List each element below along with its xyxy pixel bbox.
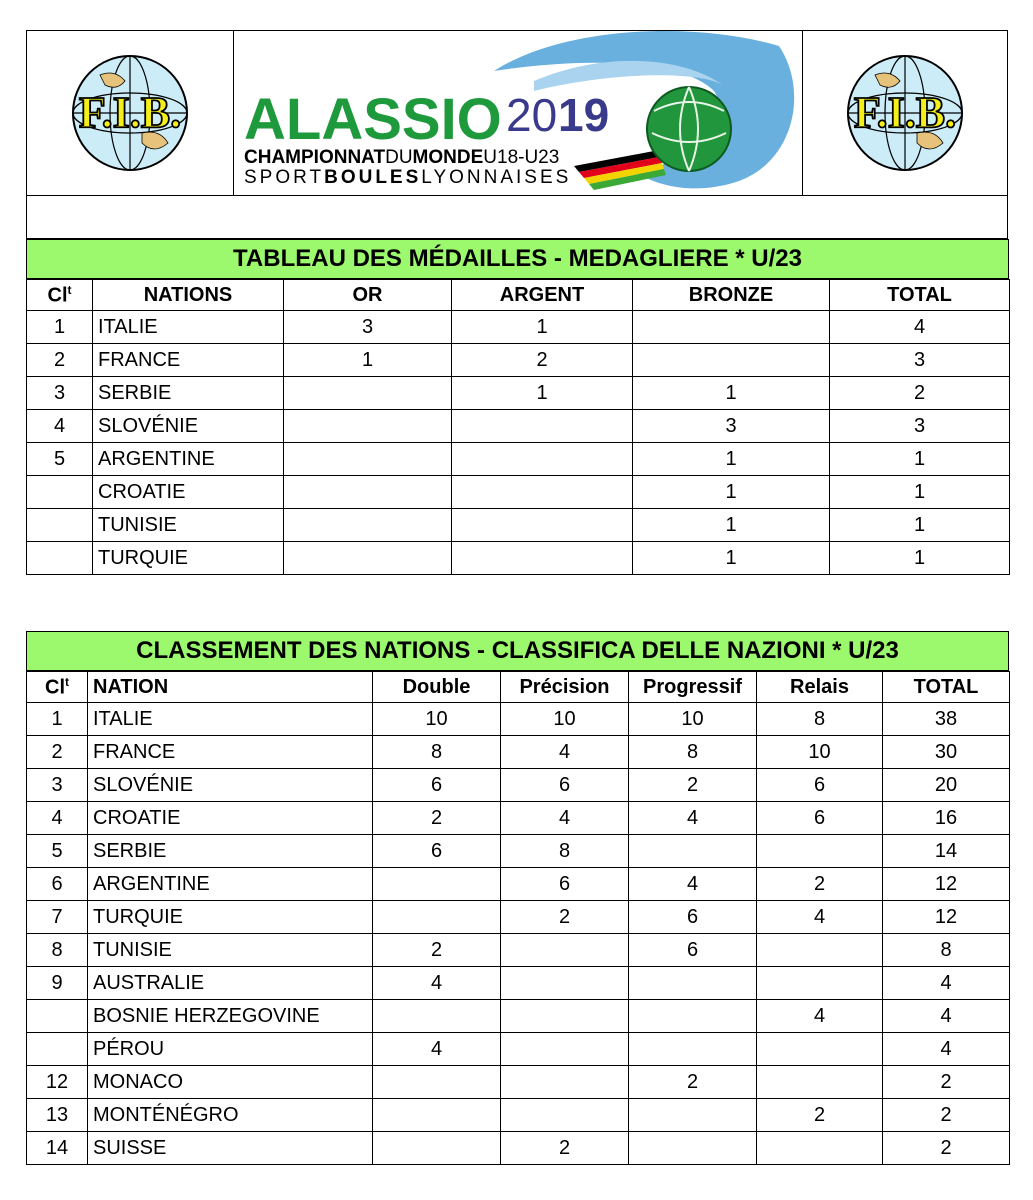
- gold-cell: [284, 410, 452, 443]
- rank-cell: 14: [27, 1132, 88, 1165]
- total-cell: 4: [883, 1000, 1010, 1033]
- total-cell: 3: [830, 410, 1010, 443]
- fib-logo-left: [27, 31, 234, 195]
- nation-cell: ITALIE: [93, 311, 284, 344]
- nation-cell: CROATIE: [88, 802, 373, 835]
- table-row: [27, 901, 1010, 934]
- nation-header: NATIONS: [93, 280, 284, 311]
- progressif-cell: [629, 1033, 757, 1066]
- double-cell: 4: [373, 1033, 501, 1066]
- precision-cell: [501, 1033, 629, 1066]
- svg-text:ALASSIO: ALASSIO: [244, 87, 502, 152]
- total-cell: 1: [830, 509, 1010, 542]
- rank-cell: 7: [27, 901, 88, 934]
- progressif-cell: 2: [629, 769, 757, 802]
- fib-globe-icon: [805, 53, 1005, 173]
- total-cell: 4: [883, 1033, 1010, 1066]
- nation-cell: ITALIE: [88, 703, 373, 736]
- nation-cell: SUISSE: [88, 1132, 373, 1165]
- table-row: [27, 1000, 1010, 1033]
- double-cell: [373, 1066, 501, 1099]
- rank-cell: 1: [27, 311, 93, 344]
- rank-cell: [27, 1033, 88, 1066]
- nation-cell: SLOVÉNIE: [93, 410, 284, 443]
- table-row: [27, 934, 1010, 967]
- bronze-cell: 3: [633, 410, 830, 443]
- table-row: [27, 344, 1010, 377]
- rank-cell: 3: [27, 769, 88, 802]
- nation-cell: ARGENTINE: [93, 443, 284, 476]
- nation-cell: FRANCE: [93, 344, 284, 377]
- event-logo: [234, 31, 800, 195]
- bronze-cell: [633, 344, 830, 377]
- progressif-header: Progressif: [629, 672, 757, 703]
- alassio-banner: [234, 31, 802, 195]
- gold-cell: [284, 377, 452, 410]
- table-row: [27, 703, 1010, 736]
- progressif-cell: 10: [629, 703, 757, 736]
- standings-table: [26, 671, 1010, 1165]
- rank-cell: [27, 542, 93, 575]
- blank-row: [26, 196, 1008, 239]
- medals-header-row: [27, 280, 1010, 311]
- table-row: [27, 1099, 1010, 1132]
- svg-text:F.I.B.: F.I.B.: [78, 88, 182, 137]
- precision-cell: 4: [501, 736, 629, 769]
- table-row: [27, 1033, 1010, 1066]
- bronze-cell: 1: [633, 542, 830, 575]
- progressif-cell: 8: [629, 736, 757, 769]
- precision-cell: [501, 1099, 629, 1132]
- progressif-cell: [629, 1000, 757, 1033]
- total-cell: 16: [883, 802, 1010, 835]
- table-row: [27, 311, 1010, 344]
- precision-cell: 6: [501, 868, 629, 901]
- precision-cell: 8: [501, 835, 629, 868]
- relais-cell: 6: [757, 769, 883, 802]
- nation-header: NATION: [88, 672, 373, 703]
- relais-cell: 4: [757, 901, 883, 934]
- double-cell: [373, 1000, 501, 1033]
- nation-cell: FRANCE: [88, 736, 373, 769]
- relais-cell: [757, 1033, 883, 1066]
- double-cell: 6: [373, 835, 501, 868]
- relais-header: Relais: [757, 672, 883, 703]
- standings-section: [26, 631, 1009, 1165]
- double-cell: 2: [373, 802, 501, 835]
- relais-cell: [757, 934, 883, 967]
- rank-cell: 6: [27, 868, 88, 901]
- relais-cell: 4: [757, 1000, 883, 1033]
- medals-table: [26, 279, 1010, 575]
- rank-cell: 4: [27, 802, 88, 835]
- silver-header: ARGENT: [452, 280, 633, 311]
- progressif-cell: [629, 1132, 757, 1165]
- event-header: [26, 30, 1008, 196]
- double-cell: [373, 901, 501, 934]
- relais-cell: [757, 1066, 883, 1099]
- svg-text:F.I.B.: F.I.B.: [853, 88, 957, 137]
- rank-cell: 1: [27, 703, 88, 736]
- precision-cell: 2: [501, 1132, 629, 1165]
- double-cell: 2: [373, 934, 501, 967]
- nation-cell: ARGENTINE: [88, 868, 373, 901]
- total-cell: 20: [883, 769, 1010, 802]
- nation-cell: PÉROU: [88, 1033, 373, 1066]
- table-row: [27, 410, 1010, 443]
- table-row: [27, 509, 1010, 542]
- double-cell: 6: [373, 769, 501, 802]
- total-cell: 4: [830, 311, 1010, 344]
- medals-title: TABLEAU DES MÉDAILLES - MEDAGLIERE * U/23: [26, 239, 1009, 279]
- relais-cell: 8: [757, 703, 883, 736]
- total-cell: 38: [883, 703, 1010, 736]
- table-row: [27, 476, 1010, 509]
- nation-cell: MONTÉNÉGRO: [88, 1099, 373, 1132]
- relais-cell: [757, 835, 883, 868]
- table-row: [27, 802, 1010, 835]
- table-row: [27, 542, 1010, 575]
- total-cell: 12: [883, 868, 1010, 901]
- bronze-cell: 1: [633, 377, 830, 410]
- progressif-cell: 6: [629, 934, 757, 967]
- rank-cell: 5: [27, 835, 88, 868]
- table-row: [27, 769, 1010, 802]
- precision-cell: 6: [501, 769, 629, 802]
- relais-cell: 6: [757, 802, 883, 835]
- precision-cell: [501, 934, 629, 967]
- svg-text:CHAMPIONNATDUMONDEU18-U23: CHAMPIONNATDUMONDEU18-U23: [244, 147, 560, 168]
- nation-cell: SERBIE: [88, 835, 373, 868]
- total-cell: 2: [883, 1132, 1010, 1165]
- standings-header-row: [27, 672, 1010, 703]
- precision-header: Précision: [501, 672, 629, 703]
- silver-cell: [452, 443, 633, 476]
- silver-cell: 1: [452, 377, 633, 410]
- total-cell: 2: [830, 377, 1010, 410]
- double-cell: 8: [373, 736, 501, 769]
- table-row: [27, 1066, 1010, 1099]
- total-cell: 14: [883, 835, 1010, 868]
- total-cell: 8: [883, 934, 1010, 967]
- precision-cell: 10: [501, 703, 629, 736]
- total-cell: 1: [830, 476, 1010, 509]
- table-row: [27, 377, 1010, 410]
- bronze-header: BRONZE: [633, 280, 830, 311]
- nation-cell: BOSNIE HERZEGOVINE: [88, 1000, 373, 1033]
- gold-cell: 1: [284, 344, 452, 377]
- precision-cell: [501, 1066, 629, 1099]
- table-row: [27, 835, 1010, 868]
- total-cell: 3: [830, 344, 1010, 377]
- nation-cell: MONACO: [88, 1066, 373, 1099]
- silver-cell: [452, 410, 633, 443]
- progressif-cell: [629, 1099, 757, 1132]
- double-header: Double: [373, 672, 501, 703]
- relais-cell: 2: [757, 868, 883, 901]
- table-row: [27, 1132, 1010, 1165]
- rank-cell: [27, 509, 93, 542]
- double-cell: [373, 868, 501, 901]
- total-header: TOTAL: [830, 280, 1010, 311]
- nation-cell: SERBIE: [93, 377, 284, 410]
- progressif-cell: 6: [629, 901, 757, 934]
- relais-cell: [757, 967, 883, 1000]
- precision-cell: 2: [501, 901, 629, 934]
- rank-cell: 3: [27, 377, 93, 410]
- relais-cell: [757, 1132, 883, 1165]
- silver-cell: [452, 476, 633, 509]
- gold-cell: [284, 509, 452, 542]
- table-row: [27, 736, 1010, 769]
- standings-title: CLASSEMENT DES NATIONS - CLASSIFICA DELLE NAZIONI * U/23: [26, 631, 1009, 671]
- nation-cell: CROATIE: [93, 476, 284, 509]
- rank-header: Cl$^t$: [27, 672, 88, 703]
- total-cell: 1: [830, 542, 1010, 575]
- nation-cell: AUSTRALIE: [88, 967, 373, 1000]
- svg-text:20: 20: [506, 89, 558, 141]
- table-row: [27, 443, 1010, 476]
- rank-header: Cl$^t$: [27, 280, 93, 311]
- nation-cell: TURQUIE: [88, 901, 373, 934]
- silver-cell: 2: [452, 344, 633, 377]
- table-row: [27, 967, 1010, 1000]
- silver-cell: [452, 542, 633, 575]
- fib-logo-right: [802, 31, 1007, 195]
- precision-cell: [501, 967, 629, 1000]
- progressif-cell: 4: [629, 868, 757, 901]
- total-cell: 12: [883, 901, 1010, 934]
- precision-cell: [501, 1000, 629, 1033]
- relais-cell: 2: [757, 1099, 883, 1132]
- progressif-cell: [629, 835, 757, 868]
- medals-section: [26, 239, 1009, 575]
- nation-cell: SLOVÉNIE: [88, 769, 373, 802]
- rank-cell: 5: [27, 443, 93, 476]
- double-cell: 10: [373, 703, 501, 736]
- rank-cell: 13: [27, 1099, 88, 1132]
- precision-cell: 4: [501, 802, 629, 835]
- rank-cell: 8: [27, 934, 88, 967]
- total-cell: 30: [883, 736, 1010, 769]
- double-cell: [373, 1132, 501, 1165]
- rank-cell: 12: [27, 1066, 88, 1099]
- total-cell: 4: [883, 967, 1010, 1000]
- gold-cell: 3: [284, 311, 452, 344]
- gold-cell: [284, 476, 452, 509]
- rank-cell: 2: [27, 736, 88, 769]
- bronze-cell: 1: [633, 443, 830, 476]
- silver-cell: 1: [452, 311, 633, 344]
- progressif-cell: 4: [629, 802, 757, 835]
- gold-header: OR: [284, 280, 452, 311]
- total-cell: 2: [883, 1099, 1010, 1132]
- table-row: [27, 868, 1010, 901]
- progressif-cell: 2: [629, 1066, 757, 1099]
- rank-cell: 4: [27, 410, 93, 443]
- fib-globe-icon: [30, 53, 230, 173]
- relais-cell: 10: [757, 736, 883, 769]
- total-cell: 2: [883, 1066, 1010, 1099]
- total-cell: 1: [830, 443, 1010, 476]
- gold-cell: [284, 542, 452, 575]
- double-cell: [373, 1099, 501, 1132]
- bronze-cell: 1: [633, 476, 830, 509]
- svg-text:SPORTBOULESLYONNAISES: SPORTBOULESLYONNAISES: [244, 167, 572, 188]
- nation-cell: TURQUIE: [93, 542, 284, 575]
- nation-cell: TUNISIE: [88, 934, 373, 967]
- svg-text:19: 19: [558, 89, 610, 141]
- rank-cell: [27, 1000, 88, 1033]
- silver-cell: [452, 509, 633, 542]
- bronze-cell: [633, 311, 830, 344]
- total-header: TOTAL: [883, 672, 1010, 703]
- nation-cell: TUNISIE: [93, 509, 284, 542]
- rank-cell: 2: [27, 344, 93, 377]
- progressif-cell: [629, 967, 757, 1000]
- double-cell: 4: [373, 967, 501, 1000]
- gold-cell: [284, 443, 452, 476]
- rank-cell: 9: [27, 967, 88, 1000]
- bronze-cell: 1: [633, 509, 830, 542]
- rank-cell: [27, 476, 93, 509]
